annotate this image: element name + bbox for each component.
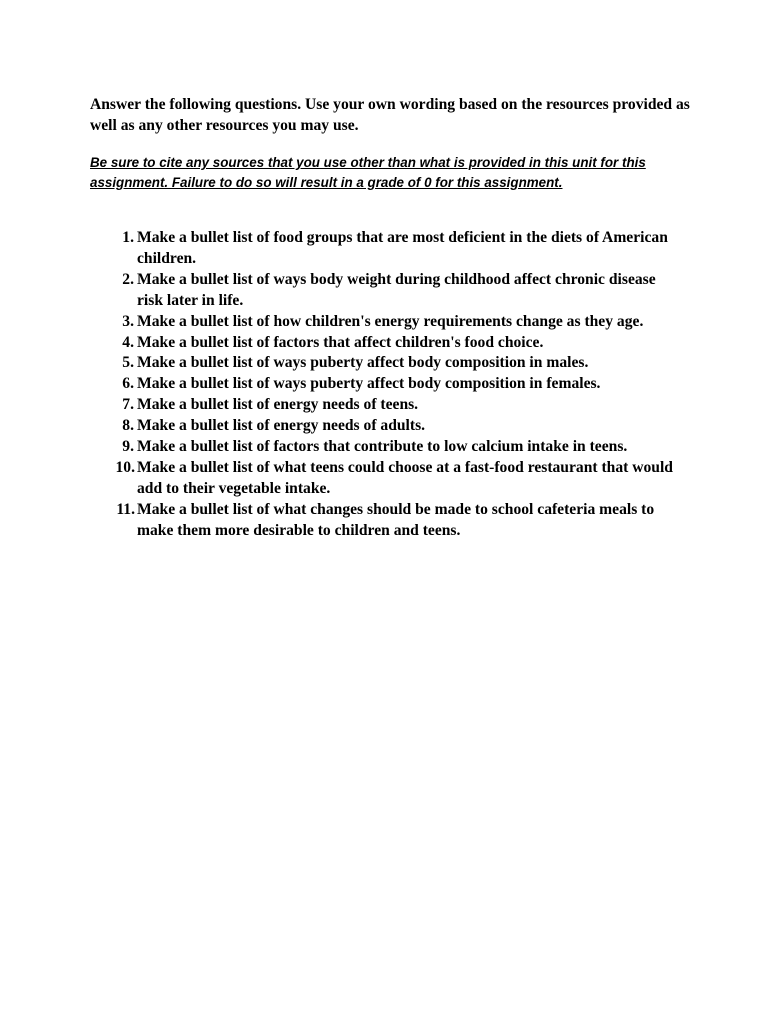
question-number: 2. [122, 270, 134, 288]
citation-warning: Be sure to cite any sources that you use other than what is provided in this unit for this assignment. Failure to do so will result in a grade of 0 for this assignment. [90, 155, 646, 190]
question-number: 4. [122, 333, 134, 351]
instructions-paragraph: Answer the following questions. Use your own wording based on the resources provided as well as any other resources you may use. [90, 96, 690, 134]
question-item [90, 270, 680, 312]
question-item [90, 437, 680, 458]
question-item [90, 228, 680, 270]
question-item [90, 416, 680, 437]
question-text: Make a bullet list of energy needs of teens. [137, 396, 419, 414]
question-item [90, 312, 680, 333]
question-item [90, 395, 680, 416]
question-list [90, 228, 680, 542]
question-number: 5. [122, 354, 134, 372]
question-item [90, 500, 680, 542]
question-text: Make a bullet list of factors that contribute to low calcium intake in teens. [137, 438, 628, 456]
question-text: Make a bullet list of ways puberty affect body composition in females. [137, 375, 601, 393]
question-text: Make a bullet list of what teens could choose at a fast-food restaurant that would add to their vegetable intake. [137, 458, 673, 497]
question-number: 1. [122, 229, 134, 246]
question-number: 6. [122, 375, 134, 393]
question-text: Make a bullet list of factors that affect children's food choice. [137, 333, 544, 351]
question-text: Make a bullet list of how children's energy requirements change as they age. [137, 312, 644, 330]
question-number: 8. [122, 417, 134, 435]
question-text: Make a bullet list of ways puberty affect body composition in males. [137, 354, 589, 372]
question-item [90, 458, 680, 500]
question-item [90, 353, 680, 374]
question-item [90, 333, 680, 354]
question-text: Make a bullet list of food groups that are most deficient in the diets of American children. [137, 229, 668, 267]
question-number: 11. [116, 500, 135, 518]
question-number: 7. [122, 396, 134, 414]
question-number: 9. [122, 438, 134, 456]
question-item [90, 374, 680, 395]
question-text: Make a bullet list of what changes should be made to school cafeteria meals to make them more desirable to children and teens. [137, 500, 655, 539]
question-number: 10. [115, 458, 135, 476]
question-number: 3. [122, 312, 134, 330]
question-text: Make a bullet list of energy needs of adults. [137, 417, 426, 435]
question-text: Make a bullet list of ways body weight during childhood affect chronic disease risk later in life. [137, 270, 656, 309]
